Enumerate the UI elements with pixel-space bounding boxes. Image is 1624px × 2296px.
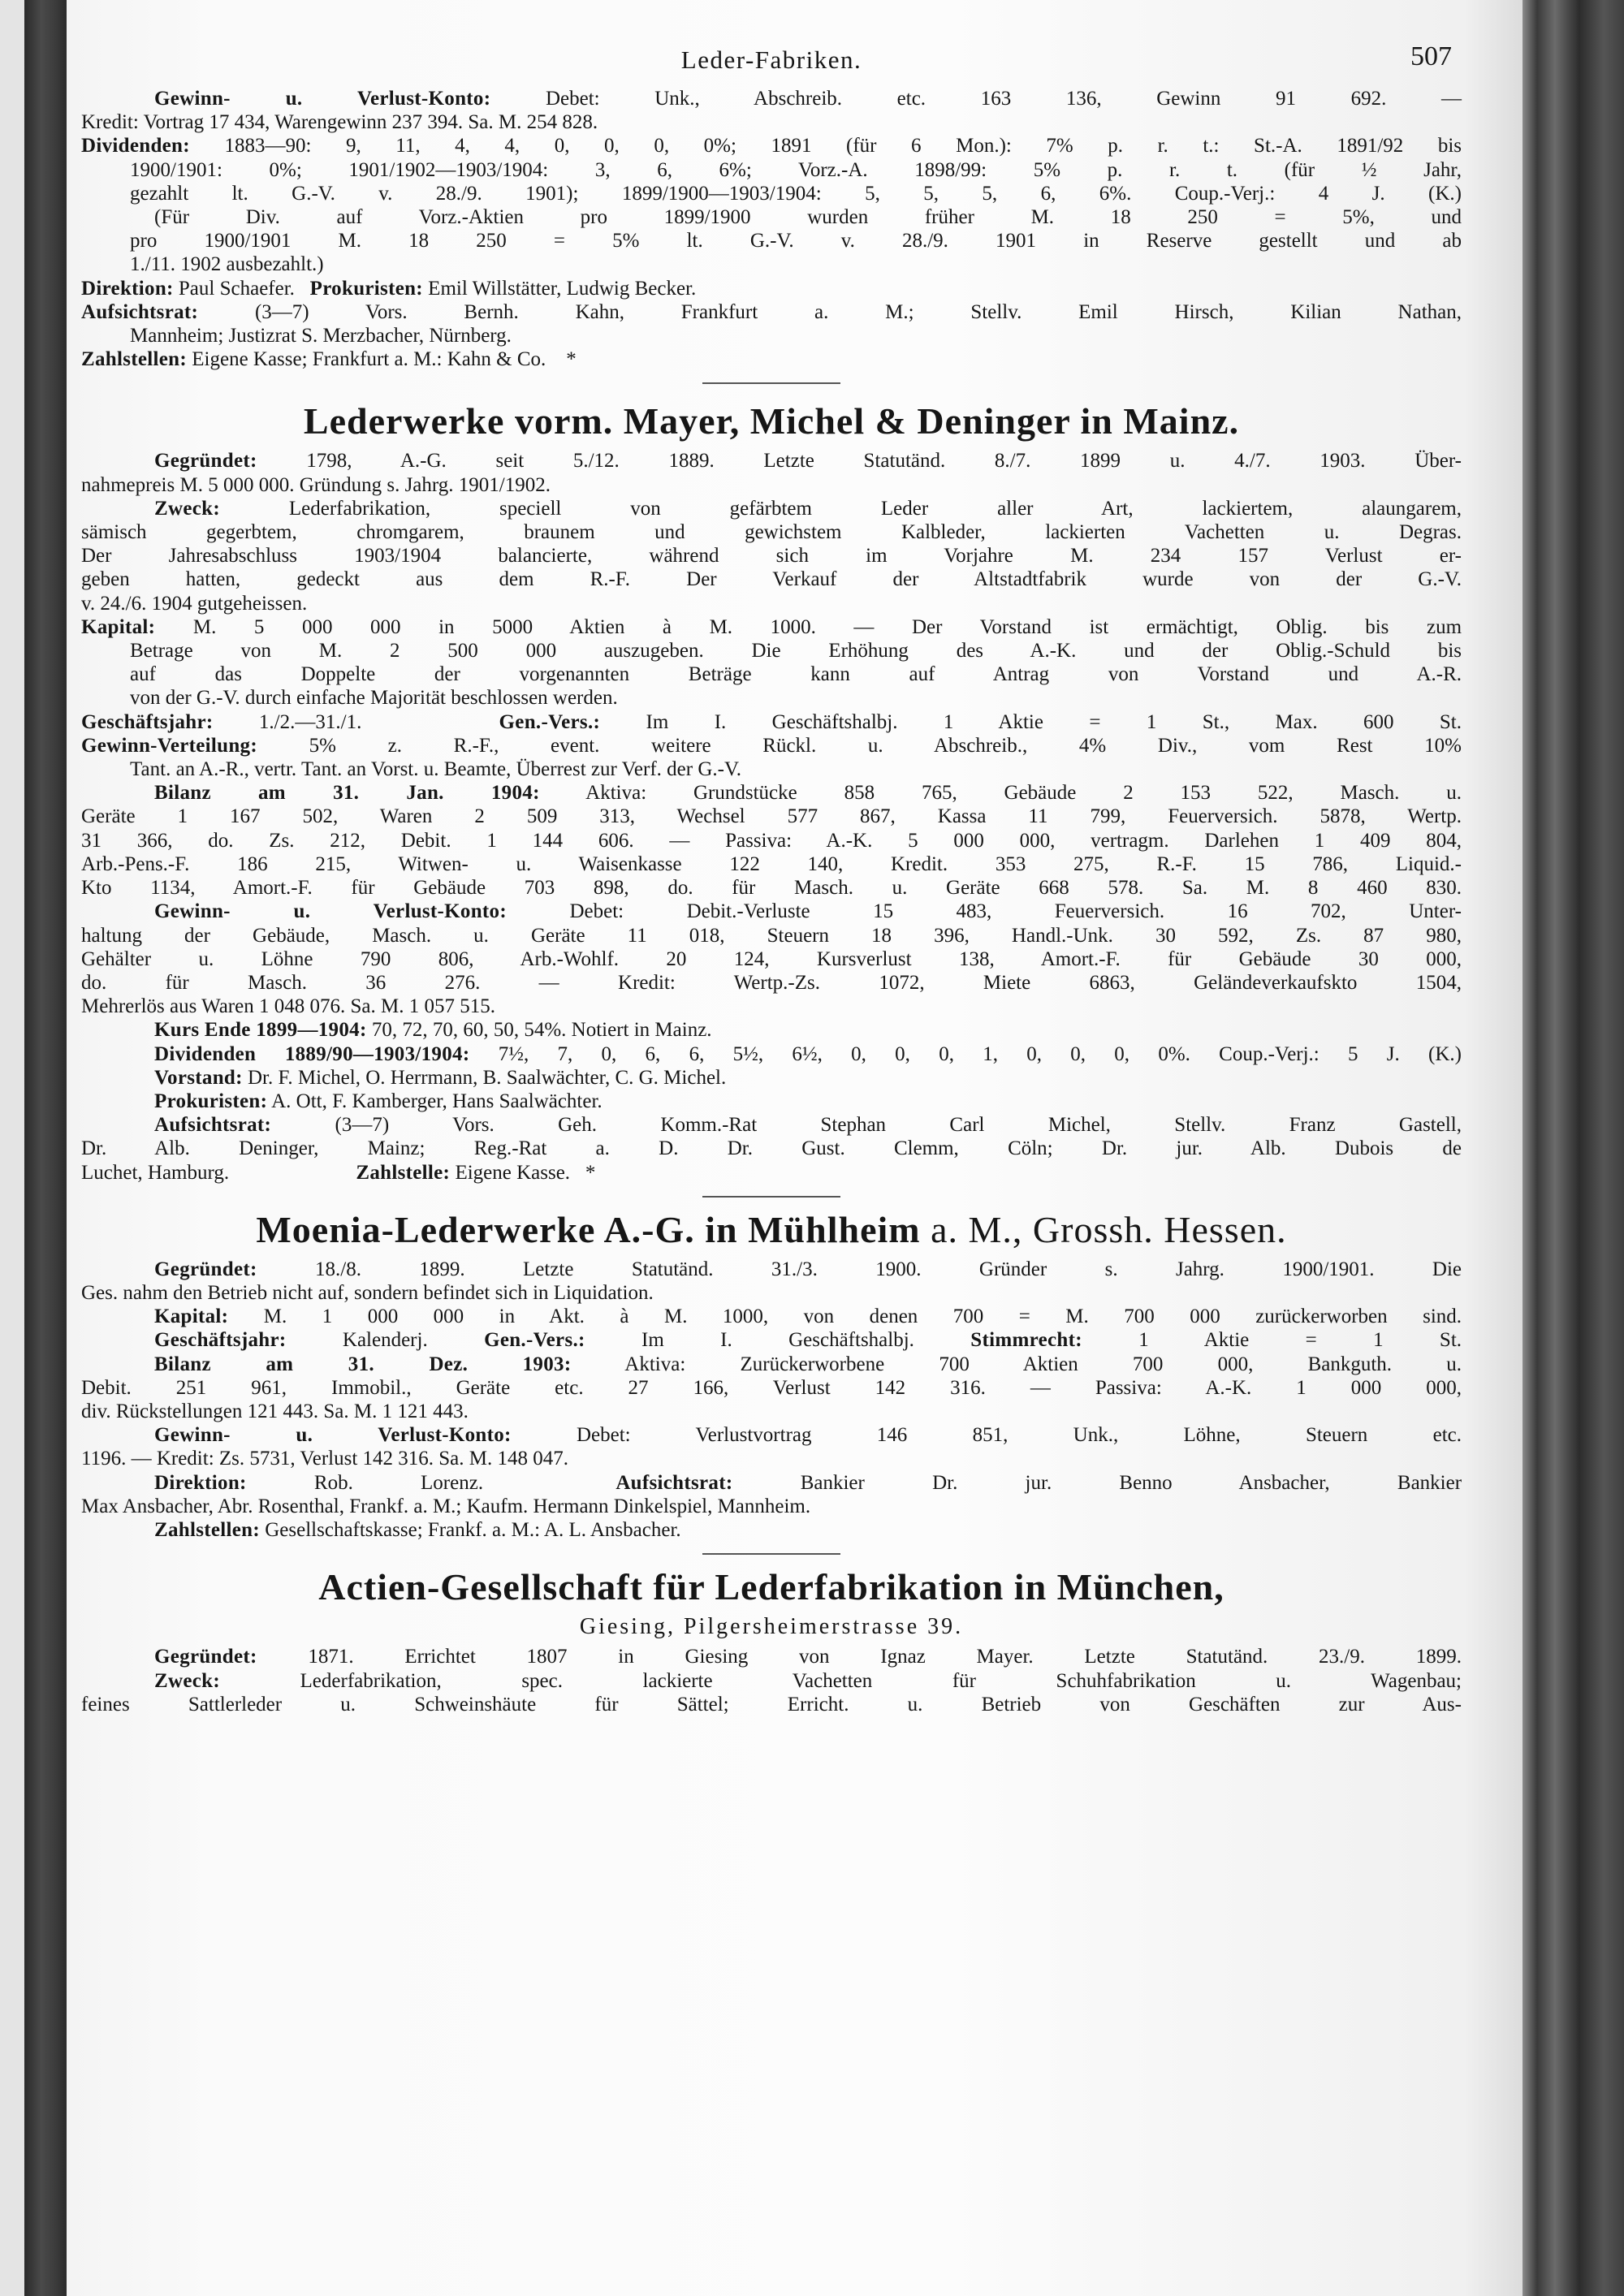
field-label: Gewinn-Verteilung: <box>81 734 257 757</box>
text-line <box>81 1258 1462 1281</box>
field-label: Zahlstelle: <box>356 1161 451 1184</box>
page-header <box>81 41 1462 87</box>
field-value: 5% z. R.-F., event. weitere Rückl. u. Abschreib., 4% Div., vom Rest 10% <box>309 734 1462 757</box>
field-label: Zahlstellen: <box>154 1518 260 1541</box>
field-value: M. 1 000 000 in Akt. à M. 1000, von denen 700 = M. 700 000 zurückerworben sind. <box>263 1306 1462 1328</box>
adjacent-page-edge <box>0 0 24 2296</box>
text-line <box>81 1305 1462 1328</box>
text-line <box>81 1328 1462 1352</box>
field-label: Kapital: <box>154 1306 229 1328</box>
text-line: 1196. — Kredit: Zs. 5731, Verlust 142 316. Sa. M. 148 047. <box>81 1448 568 1470</box>
text-line: gezahlt lt. G.-V. v. 28./9. 1901); 1899/1900—1903/1904: 5, 5, 5, 6, 6%. Coup.-Verj.: 4 J. (K.) <box>130 182 1462 205</box>
field-label: Geschäftsjahr: <box>81 710 214 733</box>
field-value: Paul Schaefer. <box>178 277 295 300</box>
field-value: Debet: Unk., Abschreib. etc. 163 136, Gewinn 91 692. — <box>545 88 1462 110</box>
company-address: Giesing, Pilgersheimerstrasse 39. <box>579 1614 964 1640</box>
field-label: Gen.-Vers.: <box>484 1329 585 1352</box>
text-line <box>81 497 1462 520</box>
field-value: Im I. Geschäftshalbj. 1 Aktie = 1 St., Max. 600 St. <box>646 710 1462 733</box>
text-line <box>81 1161 1462 1185</box>
company-title <box>81 1207 1462 1253</box>
text-line: Kto 1134, Amort.-F. für Gebäude 703 898, do. für Masch. u. Geräte 668 578. Sa. M. 8 460 830. <box>81 877 1462 900</box>
field-value: Im I. Geschäftshalbj. <box>641 1329 914 1352</box>
text-line: auf das Doppelte der vorgenannten Beträge kann auf Antrag von Vorstand und A.-R. <box>130 663 1462 686</box>
text-line <box>81 710 1462 734</box>
field-label: Kapital: <box>81 615 156 638</box>
text-line: div. Rückstellungen 121 443. Sa. M. 1 121 443. <box>81 1400 469 1422</box>
field-value: Emil Willstätter, Ludwig Becker. <box>428 277 697 300</box>
field-label: Prokuristen: <box>309 277 423 300</box>
field-value: Debet: Debit.-Verluste 15 483, Feuerversich. 16 702, Unter- <box>569 900 1462 923</box>
page-number: 507 <box>1410 41 1452 71</box>
field-label: Gewinn- u. Verlust-Konto: <box>154 1424 512 1447</box>
text-line: Mehrerlös aus Waren 1 048 076. Sa. M. 1 057 515. <box>81 995 495 1018</box>
text-line <box>81 277 1462 300</box>
text-line: (Für Div. auf Vorz.-Aktien pro 1899/1900 wurden früher M. 18 250 = 5%, und <box>154 206 1462 229</box>
text-line <box>81 347 1462 371</box>
field-value: Debet: Verlustvortrag 146 851, Unk., Löhne, Steuern etc. <box>576 1424 1462 1447</box>
text-line <box>81 1353 1462 1376</box>
text-line: do. für Masch. 36 276. — Kredit: Wertp.-Zs. 1072, Miete 6863, Geländeverkaufskto 1504, <box>81 971 1462 994</box>
footnote-star: * <box>585 1161 596 1184</box>
field-value: Rob. Lorenz. <box>313 1471 484 1494</box>
field-label: Aufsichtsrat: <box>615 1471 733 1494</box>
field-label: Gegründet: <box>154 1258 257 1280</box>
text-line <box>81 449 1462 473</box>
field-value: (3—7) Vors. Geh. Komm.-Rat Stephan Carl Michel, Stellv. Franz Gastell, <box>335 1114 1462 1137</box>
page-content <box>81 41 1462 1716</box>
field-label: Zweck: <box>154 497 220 520</box>
field-value: 1./2.—31./1. <box>258 710 362 733</box>
scan-shadow-left <box>24 0 67 2296</box>
text-line: Debit. 251 961, Immobil., Geräte etc. 27 166, Verlust 142 316. — Passiva: A.-K. 1 000 000, <box>81 1376 1462 1399</box>
text-line <box>81 1471 1462 1495</box>
section-divider <box>702 1553 840 1555</box>
field-label: Aufsichtsrat: <box>154 1114 272 1137</box>
field-label: Stimmrecht: <box>970 1329 1082 1352</box>
company-title-bold: Moenia-Lederwerke A.-G. in Mühlheim <box>256 1208 921 1250</box>
text-line <box>81 87 1462 110</box>
text-line <box>81 300 1462 324</box>
field-value: Dr. F. Michel, O. Herrmann, B. Saalwächter, C. G. Michel. <box>248 1066 727 1089</box>
field-label: Zahlstellen: <box>81 348 187 371</box>
text-line <box>81 615 1462 639</box>
text-line: v. 24./6. 1904 gutgeheissen. <box>81 592 308 615</box>
text-line <box>81 900 1462 923</box>
field-value: Bankier Dr. jur. Benno Ansbacher, Bankier <box>800 1471 1462 1494</box>
field-value: M. 5 000 000 in 5000 Aktien à M. 1000. — Der Vorstand ist ermächtigt, Oblig. bis zum <box>192 615 1462 638</box>
text-line: Betrage von M. 2 500 000 auszugeben. Die Erhöhung des A.-K. und der Oblig.-Schuld bis <box>130 640 1462 662</box>
field-label: Gewinn- u. Verlust-Konto: <box>154 900 507 923</box>
field-value: 18./8. 1899. Letzte Statutänd. 31./3. 1900. Gründer s. Jahrg. 1900/1901. Die <box>315 1258 1462 1280</box>
book-page <box>67 0 1522 2296</box>
field-label: Gen.-Vers.: <box>499 710 601 733</box>
text-line: nahmepreis M. 5 000 000. Gründung s. Jahrg. 1901/1902. <box>81 473 551 496</box>
field-value: Eigene Kasse; Frankfurt a. M.: Kahn & Co. <box>192 348 546 371</box>
field-value: A. Ott, F. Kamberger, Hans Saalwächter. <box>271 1090 603 1112</box>
field-label: Dividenden 1889/90—1903/1904: <box>154 1042 470 1065</box>
text-line: geben hatten, gedeckt aus dem R.-F. Der Verkauf der Altstadtfabrik wurde von der G.-V. <box>81 568 1462 591</box>
text-line <box>81 781 1462 805</box>
field-value: 1 Aktie = 1 St. <box>1138 1329 1462 1352</box>
book-spine-right <box>1522 0 1624 2296</box>
text-line: Kredit: Vortrag 17 434, Warengewinn 237 394. Sa. M. 254 828. <box>81 111 598 134</box>
field-value: Kalenderj. <box>342 1329 428 1352</box>
text-line: 1./11. 1902 ausbezahlt.) <box>130 253 324 276</box>
text-line <box>81 1669 1462 1693</box>
field-value: 1798, A.-G. seit 5./12. 1889. Letzte Statutänd. 8./7. 1899 u. 4./7. 1903. Über- <box>306 450 1462 473</box>
entry-previous-continued <box>81 87 1462 371</box>
text-line: Dr. Alb. Deninger, Mainz; Reg.-Rat a. D. Dr. Gust. Clemm, Cöln; Dr. jur. Alb. Dubois de <box>81 1137 1462 1160</box>
text-line <box>81 1090 1462 1113</box>
company-title: Lederwerke vorm. Mayer, Michel & Deninger in Mainz. <box>303 400 1240 442</box>
text-line: sämisch gegerbtem, chromgarem, braunem und gewichstem Kalbleder, lackierten Vachetten u. Degras. <box>81 521 1462 544</box>
company-title-normal: a. M., Grossh. Hessen. <box>920 1208 1287 1250</box>
text-line <box>81 1042 1462 1066</box>
field-value: Lederfabrikation, spec. lackierte Vachetten für Schuhfabrikation u. Wagenbau; <box>300 1669 1462 1692</box>
field-value: Lederfabrikation, speciell von gefärbtem Leder aller Art, lackiertem, alaungarem, <box>288 497 1462 520</box>
field-value: 7½, 7, 0, 6, 6, 5½, 6½, 0, 0, 0, 1, 0, 0, 0, 0%. Coup.-Verj.: 5 J. (K.) <box>498 1042 1462 1065</box>
company-title: Actien-Gesellschaft für Lederfabrikation in München, <box>318 1566 1224 1608</box>
field-value: Luchet, Hamburg. <box>81 1161 230 1184</box>
text-line: 1900/1901: 0%; 1901/1902—1903/1904: 3, 6, 6%; Vorz.-A. 1898/99: 5% p. r. t. (für ½ Jahr, <box>130 158 1462 181</box>
field-value: 70, 72, 70, 60, 50, 54%. Notiert in Mainz. <box>371 1019 712 1042</box>
field-value: Gesellschaftskasse; Frankf. a. M.: A. L. Ansbacher. <box>265 1518 681 1541</box>
text-line: 31 366, do. Zs. 212, Debit. 1 144 606. — Passiva: A.-K. 5 000 000, vertragm. Darlehen 1 409 804, <box>81 829 1462 852</box>
field-value: (3—7) Vors. Bernh. Kahn, Frankfurt a. M.; Stellv. Emil Hirsch, Kilian Nathan, <box>254 300 1462 323</box>
running-title: Leder-Fabriken. <box>680 45 862 74</box>
text-line: Mannheim; Justizrat S. Merzbacher, Nürnberg. <box>130 325 512 347</box>
field-label: Gewinn- u. Verlust-Konto: <box>154 88 491 110</box>
text-line: feines Sattlerleder u. Schweinshäute für Sättel; Erricht. u. Betrieb von Geschäften zur Aus- <box>81 1693 1462 1716</box>
text-line: Arb.-Pens.-F. 186 215, Witwen- u. Waisenkasse 122 140, Kredit. 353 275, R.-F. 15 786, Liquid.- <box>81 852 1462 875</box>
field-label: Direktion: <box>154 1471 247 1494</box>
text-line <box>81 134 1462 158</box>
text-line: Der Jahresabschluss 1903/1904 balancierte, während sich im Vorjahre M. 234 157 Verlust er- <box>81 545 1462 568</box>
text-line: haltung der Gebäude, Masch. u. Geräte 11 018, Steuern 18 396, Handl.-Unk. 30 592, Zs. 87 980, <box>81 924 1462 947</box>
field-label: Vorstand: <box>154 1066 243 1089</box>
field-value: 1883—90: 9, 11, 4, 4, 0, 0, 0, 0%; 1891 (für 6 Mon.): 7% p. r. t.: St.-A. 1891/92 bis <box>224 135 1462 158</box>
text-line <box>81 1518 1462 1542</box>
field-label: Kurs Ende 1899—1904: <box>154 1019 367 1042</box>
field-label: Dividenden: <box>81 135 190 158</box>
text-line: Ges. nahm den Betrieb nicht auf, sondern befindet sich in Liquidation. <box>81 1281 654 1304</box>
field-value: Aktiva: Zurückerworbene 700 Aktien 700 000, Bankguth. u. <box>624 1353 1462 1375</box>
field-value: Aktiva: Grundstücke 858 765, Gebäude 2 153 522, Masch. u. <box>585 782 1462 805</box>
text-line <box>81 1018 1462 1042</box>
field-value: Eigene Kasse. <box>455 1161 571 1184</box>
text-line: pro 1900/1901 M. 18 250 = 5% lt. G.-V. v. 28./9. 1901 in Reserve gestellt und ab <box>130 230 1462 252</box>
field-label: Bilanz am 31. Dez. 1903: <box>154 1353 572 1375</box>
entry-ag-lederfabrikation-muenchen <box>81 1564 1462 1716</box>
text-line <box>81 1066 1462 1090</box>
text-line: Gehälter u. Löhne 790 806, Arb.-Wohlf. 20 124, Kursverlust 138, Amort.-F. für Gebäude 30 000, <box>81 947 1462 970</box>
field-label: Geschäftsjahr: <box>154 1329 287 1352</box>
entry-mayer-michel-deninger <box>81 399 1462 1184</box>
text-line: von der G.-V. durch einfache Majorität beschlossen werden. <box>130 687 618 710</box>
text-line <box>81 1113 1462 1137</box>
text-line <box>81 1645 1462 1668</box>
entry-moenia-lederwerke <box>81 1207 1462 1542</box>
field-label: Gegründet: <box>154 450 257 473</box>
section-divider <box>702 382 840 384</box>
field-label: Gegründet: <box>154 1646 257 1668</box>
text-line <box>81 1423 1462 1447</box>
field-value: 1871. Errichtet 1807 in Giesing von Ignaz Mayer. Letzte Statutänd. 23./9. 1899. <box>308 1646 1462 1668</box>
text-line: Max Ansbacher, Abr. Rosenthal, Frankf. a. M.; Kaufm. Hermann Dinkelspiel, Mannheim. <box>81 1495 811 1517</box>
section-divider <box>702 1196 840 1198</box>
field-label: Aufsichtsrat: <box>81 300 199 323</box>
field-label: Bilanz am 31. Jan. 1904: <box>154 782 540 805</box>
text-line <box>81 734 1462 757</box>
field-label: Prokuristen: <box>154 1090 268 1112</box>
field-label: Zweck: <box>154 1669 220 1692</box>
field-label: Direktion: <box>81 277 174 300</box>
footnote-star: * <box>566 348 577 371</box>
text-line: Tant. an A.-R., vertr. Tant. an Vorst. u. Beamte, Überrest zur Verf. der G.-V. <box>130 758 742 781</box>
text-line: Geräte 1 167 502, Waren 2 509 313, Wechsel 577 867, Kassa 11 799, Feuerversich. 5878, Wertp. <box>81 805 1462 828</box>
